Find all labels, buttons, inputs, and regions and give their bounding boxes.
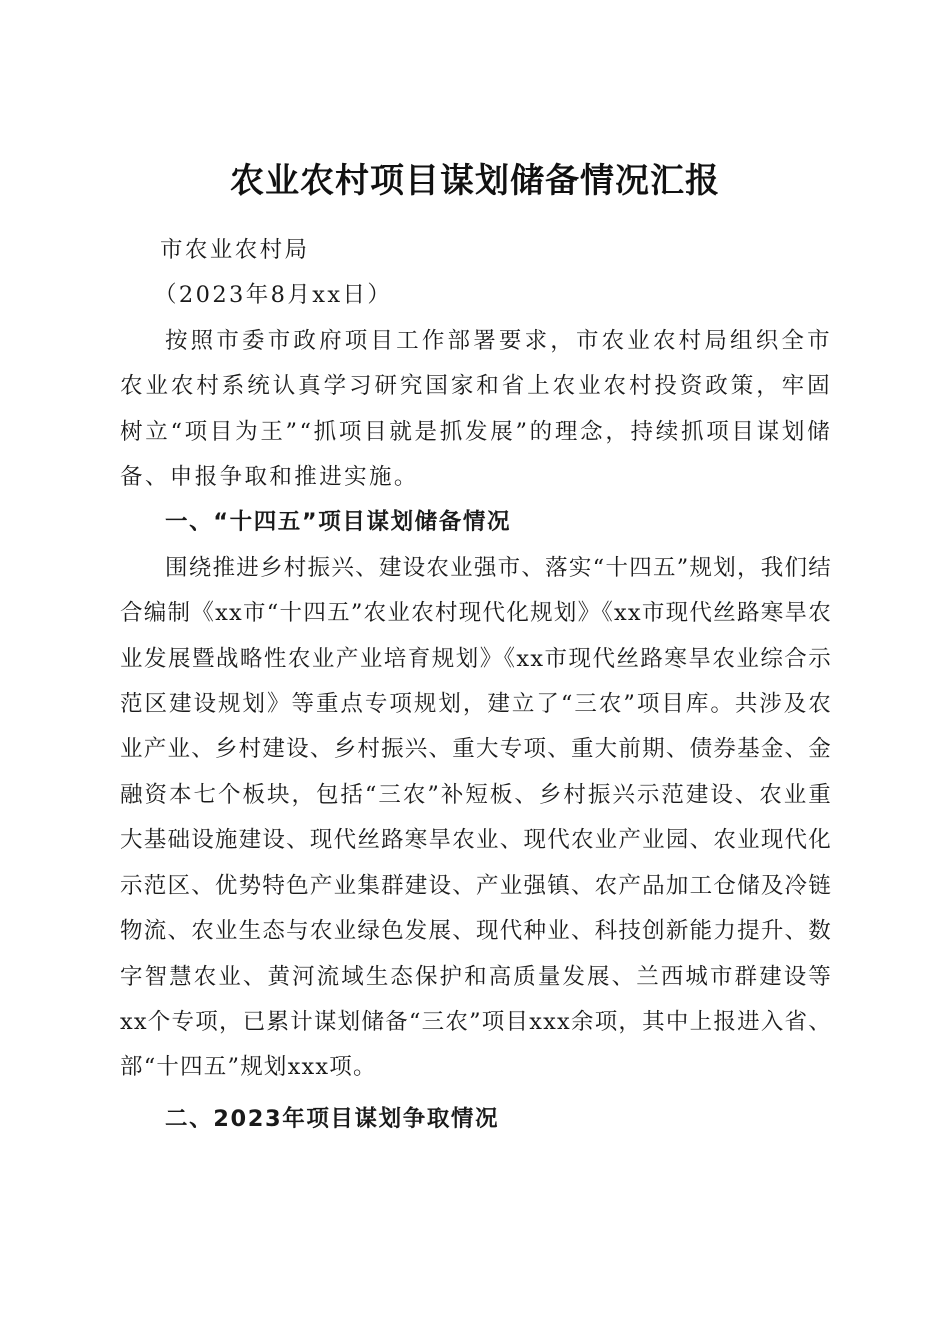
section-paragraph-1: 围绕推进乡村振兴、建设农业强市、落实“十四五”规划，我们结合编制《xx市“十四五”农业农村现代化规划》《xx市现代丝路寒旱农业发展暨战略性农业产业培育规划》《xx市现代丝路寒旱农业综合示范区建设规划》等重点专项规划，建立了“三农”项目库。共涉及农业产业、乡村建设、乡村振兴、重大专项、重大前期、债券基金、金融资本七个板块，包括“三农”补短板、乡村振兴示范建设、农业重大基础设施建设、现代丝路寒旱农业、现代农业产业园、农业现代化示范区、优势特色产业集群建设、产业强镇、农产品加工仓储及冷链物流、农业生态与农业绿色发展、现代种业、科技创新能力提升、数字智慧农业、黄河流域生态保护和高质量发展、兰西城市群建设等xx个专项，已累计谋划储备“三农”项目xxx余项，其中上报进入省、部“十四五”规划xxx项。 [120, 554, 832, 1081]
section-heading-2: 二、2023年项目谋划争取情况 [165, 1105, 500, 1132]
intro-paragraph: 按照市委市政府项目工作部署要求，市农业农村局组织全市农业农村系统认真学习研究国家和省上农业农村投资政策，牢固树立“项目为王”“抓项目就是抓发展”的理念，持续抓项目谋划储备、申报争取和推进实施。 [120, 327, 832, 491]
issuing-agency: 市农业农村局 [160, 237, 310, 263]
section-heading-1: 一、“十四五”项目谋划储备情况 [165, 509, 512, 536]
report-date: （2023年8月xx日） [154, 282, 393, 309]
document-body [120, 228, 832, 1142]
document-title: 农业农村项目谋划储备情况汇报 [230, 160, 720, 201]
